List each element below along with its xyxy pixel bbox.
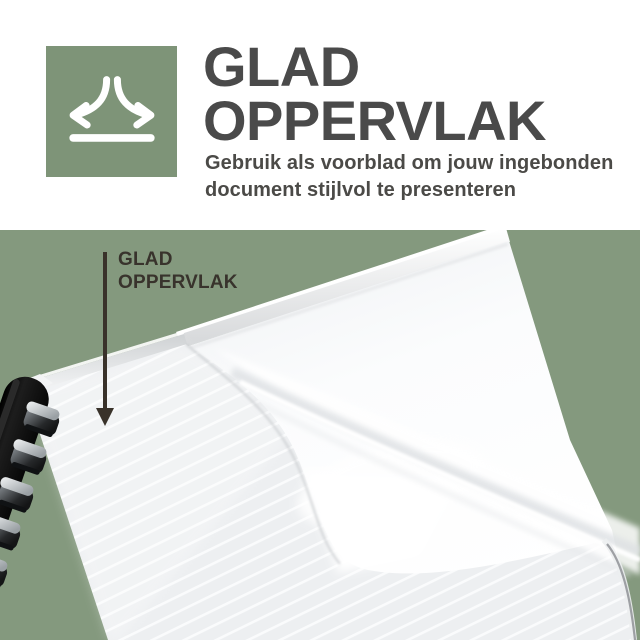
callout-label-line2: OPPERVLAK xyxy=(118,272,238,293)
page-title xyxy=(203,35,546,152)
callout-label-line1: GLAD xyxy=(118,249,173,270)
bound-document-photo xyxy=(0,230,640,640)
callout-arrow-line xyxy=(103,252,107,409)
page-subtitle-line1: Gebruik als voorblad om jouw ingebonden xyxy=(205,152,614,174)
page-subtitle-line2: document stijlvol te presenteren xyxy=(205,179,517,201)
page-title-line2: OPPERVLAK xyxy=(203,89,546,152)
page-subtitle xyxy=(205,150,613,204)
smooth-surface-spread-arrows-icon xyxy=(58,58,166,166)
callout-arrow-head-icon xyxy=(96,408,114,426)
feature-icon-tile xyxy=(46,46,177,177)
product-photo-section xyxy=(0,230,640,640)
header-section xyxy=(0,0,640,230)
callout-label xyxy=(118,248,238,294)
page-title-line1: GLAD xyxy=(203,35,360,98)
